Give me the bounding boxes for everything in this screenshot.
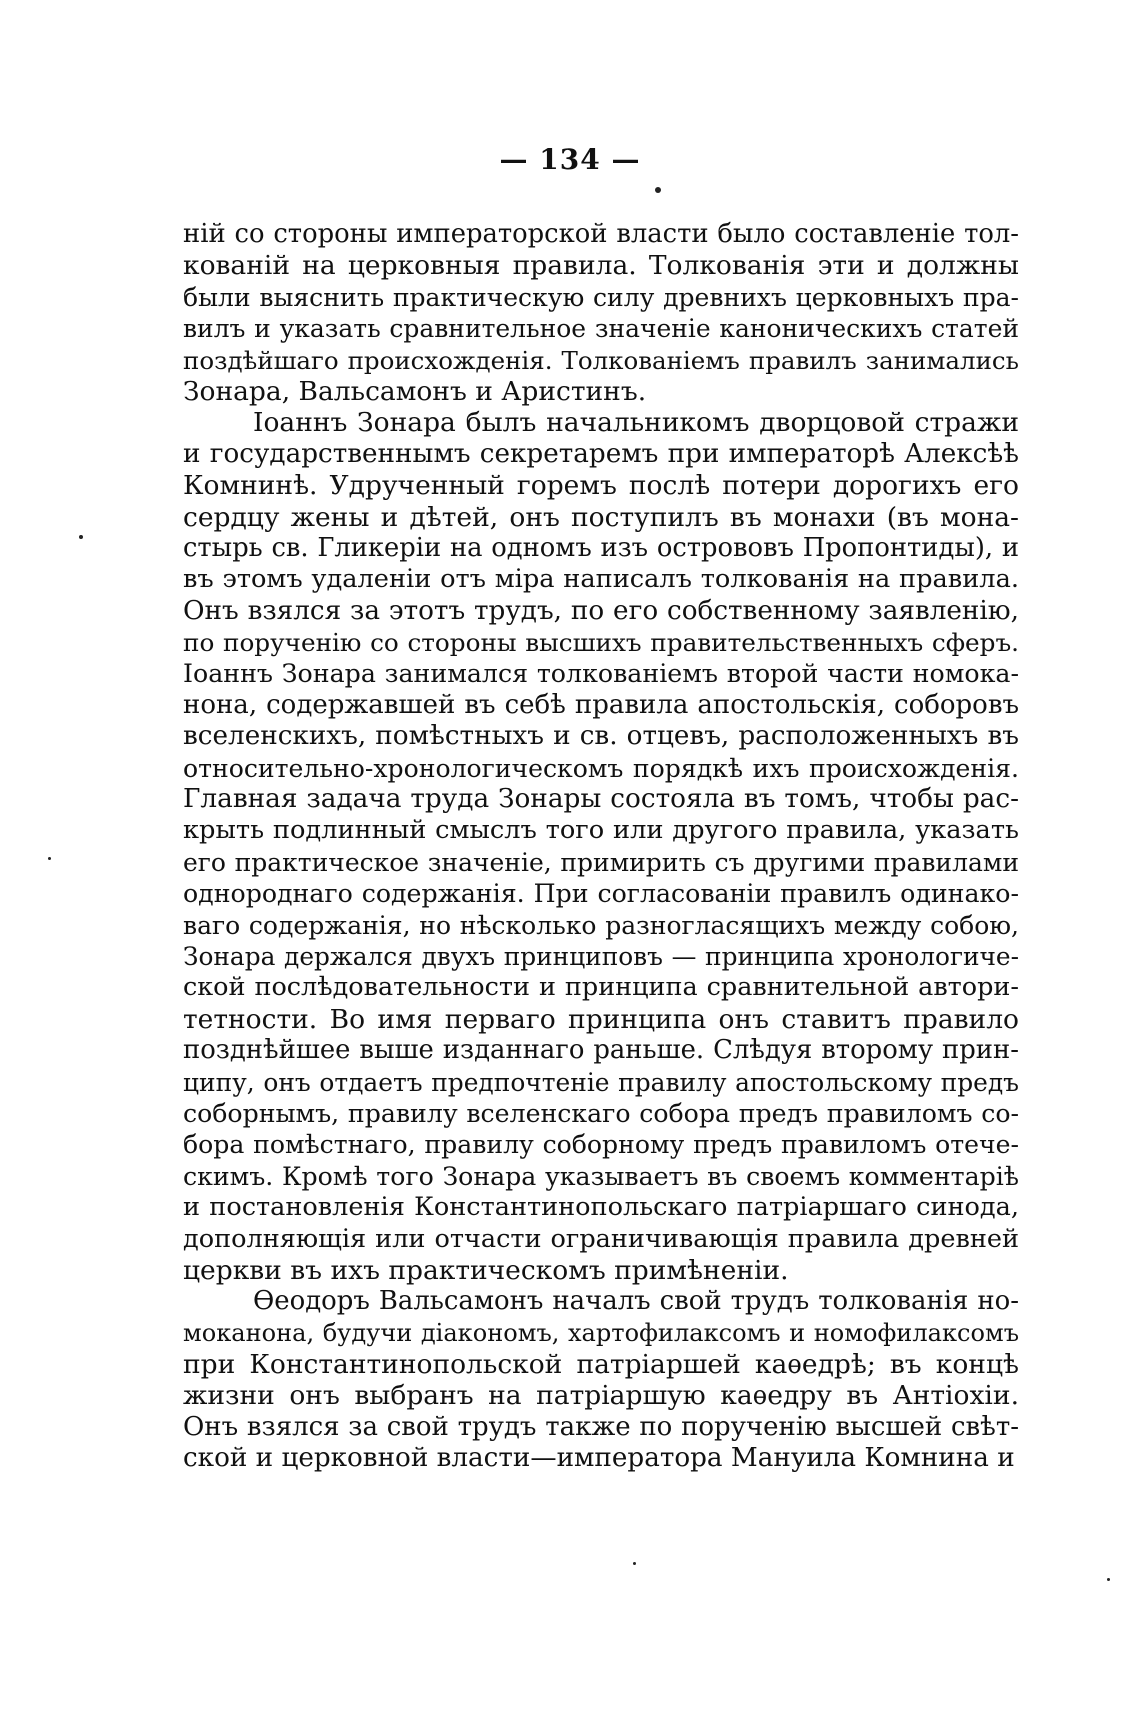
text-line: при Константинопольской патріаршей каѳедрѣ; въ концѣ — [183, 1349, 1019, 1381]
text-line: ваго содержанія, но нѣсколько разногласящихъ между собою, — [183, 910, 1019, 940]
print-speck — [79, 535, 83, 539]
text-line: вилъ и указать сравнительное значеніе каноническихъ статей — [183, 314, 1019, 344]
text-line: жизни онъ выбранъ на патріаршую каѳедру въ Антіохіи. — [183, 1380, 1019, 1412]
text-line: и государственнымъ секретаремъ при императорѣ Алексѣѣ — [183, 438, 1019, 469]
text-line: Онъ взялся за этотъ трудъ, по его собственному заявленію, — [183, 595, 1019, 626]
text-line: Ѳеодоръ Вальсамонъ началъ свой трудъ толкованія но- — [253, 1286, 1019, 1317]
text-line: моканона, будучи діакономъ, хартофилаксомъ и номофилаксомъ — [183, 1318, 1019, 1347]
body-text — [183, 219, 1019, 1475]
text-line: его практическое значеніе, примирить съ другими правилами — [183, 847, 1019, 877]
paragraph — [183, 1286, 1019, 1474]
print-speck — [633, 1562, 636, 1565]
text-line: соборнымъ, правилу вселенскаго собора предъ правиломъ со- — [183, 1098, 1019, 1128]
text-line: Іоаннъ Зонара занимался толкованіемъ второй части номока- — [183, 659, 1019, 689]
text-line: ской послѣдовательности и принципа сравнительной автори- — [183, 972, 1019, 1003]
text-line: поздѣйшаго происхожденія. Толкованіемъ правилъ занимались — [183, 345, 1019, 375]
text-line: нона, содержавшей въ себѣ правила апостольскія, соборовъ — [183, 689, 1019, 720]
text-line: бора помѣстнаго, правилу соборному предъ правиломъ отече- — [183, 1130, 1019, 1160]
print-speck — [655, 187, 661, 193]
text-line: Комнинѣ. Удрученный горемъ послѣ потери дорогихъ его — [183, 470, 1019, 502]
print-speck — [1107, 1578, 1110, 1581]
text-line: Зонара держался двухъ принциповъ — принципа хронологиче- — [183, 941, 1019, 971]
text-line: крыть подлинный смыслъ того или другого правила, указать — [183, 815, 1019, 846]
text-line: были выяснить практическую силу древнихъ церковныхъ пра- — [183, 282, 1019, 312]
print-speck — [48, 857, 51, 860]
text-line: Зонара, Вальсамонъ и Аристинъ. — [183, 375, 647, 407]
text-line: сердцу жены и дѣтей, онъ поступилъ въ монахи (въ мона- — [183, 501, 1019, 533]
text-line: Іоаннъ Зонара былъ начальникомъ дворцовой стражи — [253, 407, 1019, 439]
text-line: ципу, онъ отдаетъ предпочтеніе правилу апостольскому предъ — [183, 1067, 1019, 1097]
paragraph — [183, 219, 1019, 407]
text-line: ній со стороны императорской власти было составленіе тол- — [183, 219, 1019, 249]
text-line: однороднаго содержанія. При согласованіи правилъ одинако- — [183, 879, 1019, 909]
text-line: ской и церковной власти—императора Мануила Комнина и — [183, 1443, 1015, 1474]
text-line: Онъ взялся за свой трудъ также по порученію высшей свѣт- — [183, 1411, 1019, 1442]
text-line: по порученію со стороны высшихъ правительственныхъ сферъ. — [183, 628, 1019, 658]
text-line: позднѣйшее выше изданнаго раньше. Слѣдуя второму прин- — [183, 1035, 1019, 1066]
text-line: дополняющія или отчасти ограничивающія правила древней — [183, 1223, 1019, 1254]
text-line: въ этомъ удаленіи отъ міра написалъ толкованія на правила. — [183, 564, 1019, 595]
text-line: тетности. Во имя перваго принципа онъ ставитъ правило — [183, 1003, 1019, 1035]
text-line: Главная задача труда Зонары состояла въ томъ, чтобы рас- — [183, 784, 1019, 815]
text-line: стырь св. Гликеріи на одномъ изъ острововъ Пропонтиды), и — [183, 532, 1019, 563]
text-line: и постановленія Константинопольскаго патріаршаго синода, — [183, 1192, 1019, 1223]
text-line: кованій на церковныя правила. Толкованія эти и должны — [183, 250, 1019, 282]
text-line: скимъ. Кромѣ того Зонара указываетъ въ своемъ комментаріѣ — [183, 1161, 1019, 1191]
text-line: церкви въ ихъ практическомъ примѣненіи. — [183, 1254, 789, 1286]
paragraph — [183, 407, 1019, 1286]
text-line: вселенскихъ, помѣстныхъ и св. отцевъ, расположенныхъ въ — [183, 721, 1019, 752]
text-line: относительно-хронологическомъ порядкѣ ихъ происхожденія. — [183, 753, 1019, 783]
page-number: — 134 — — [499, 143, 641, 176]
